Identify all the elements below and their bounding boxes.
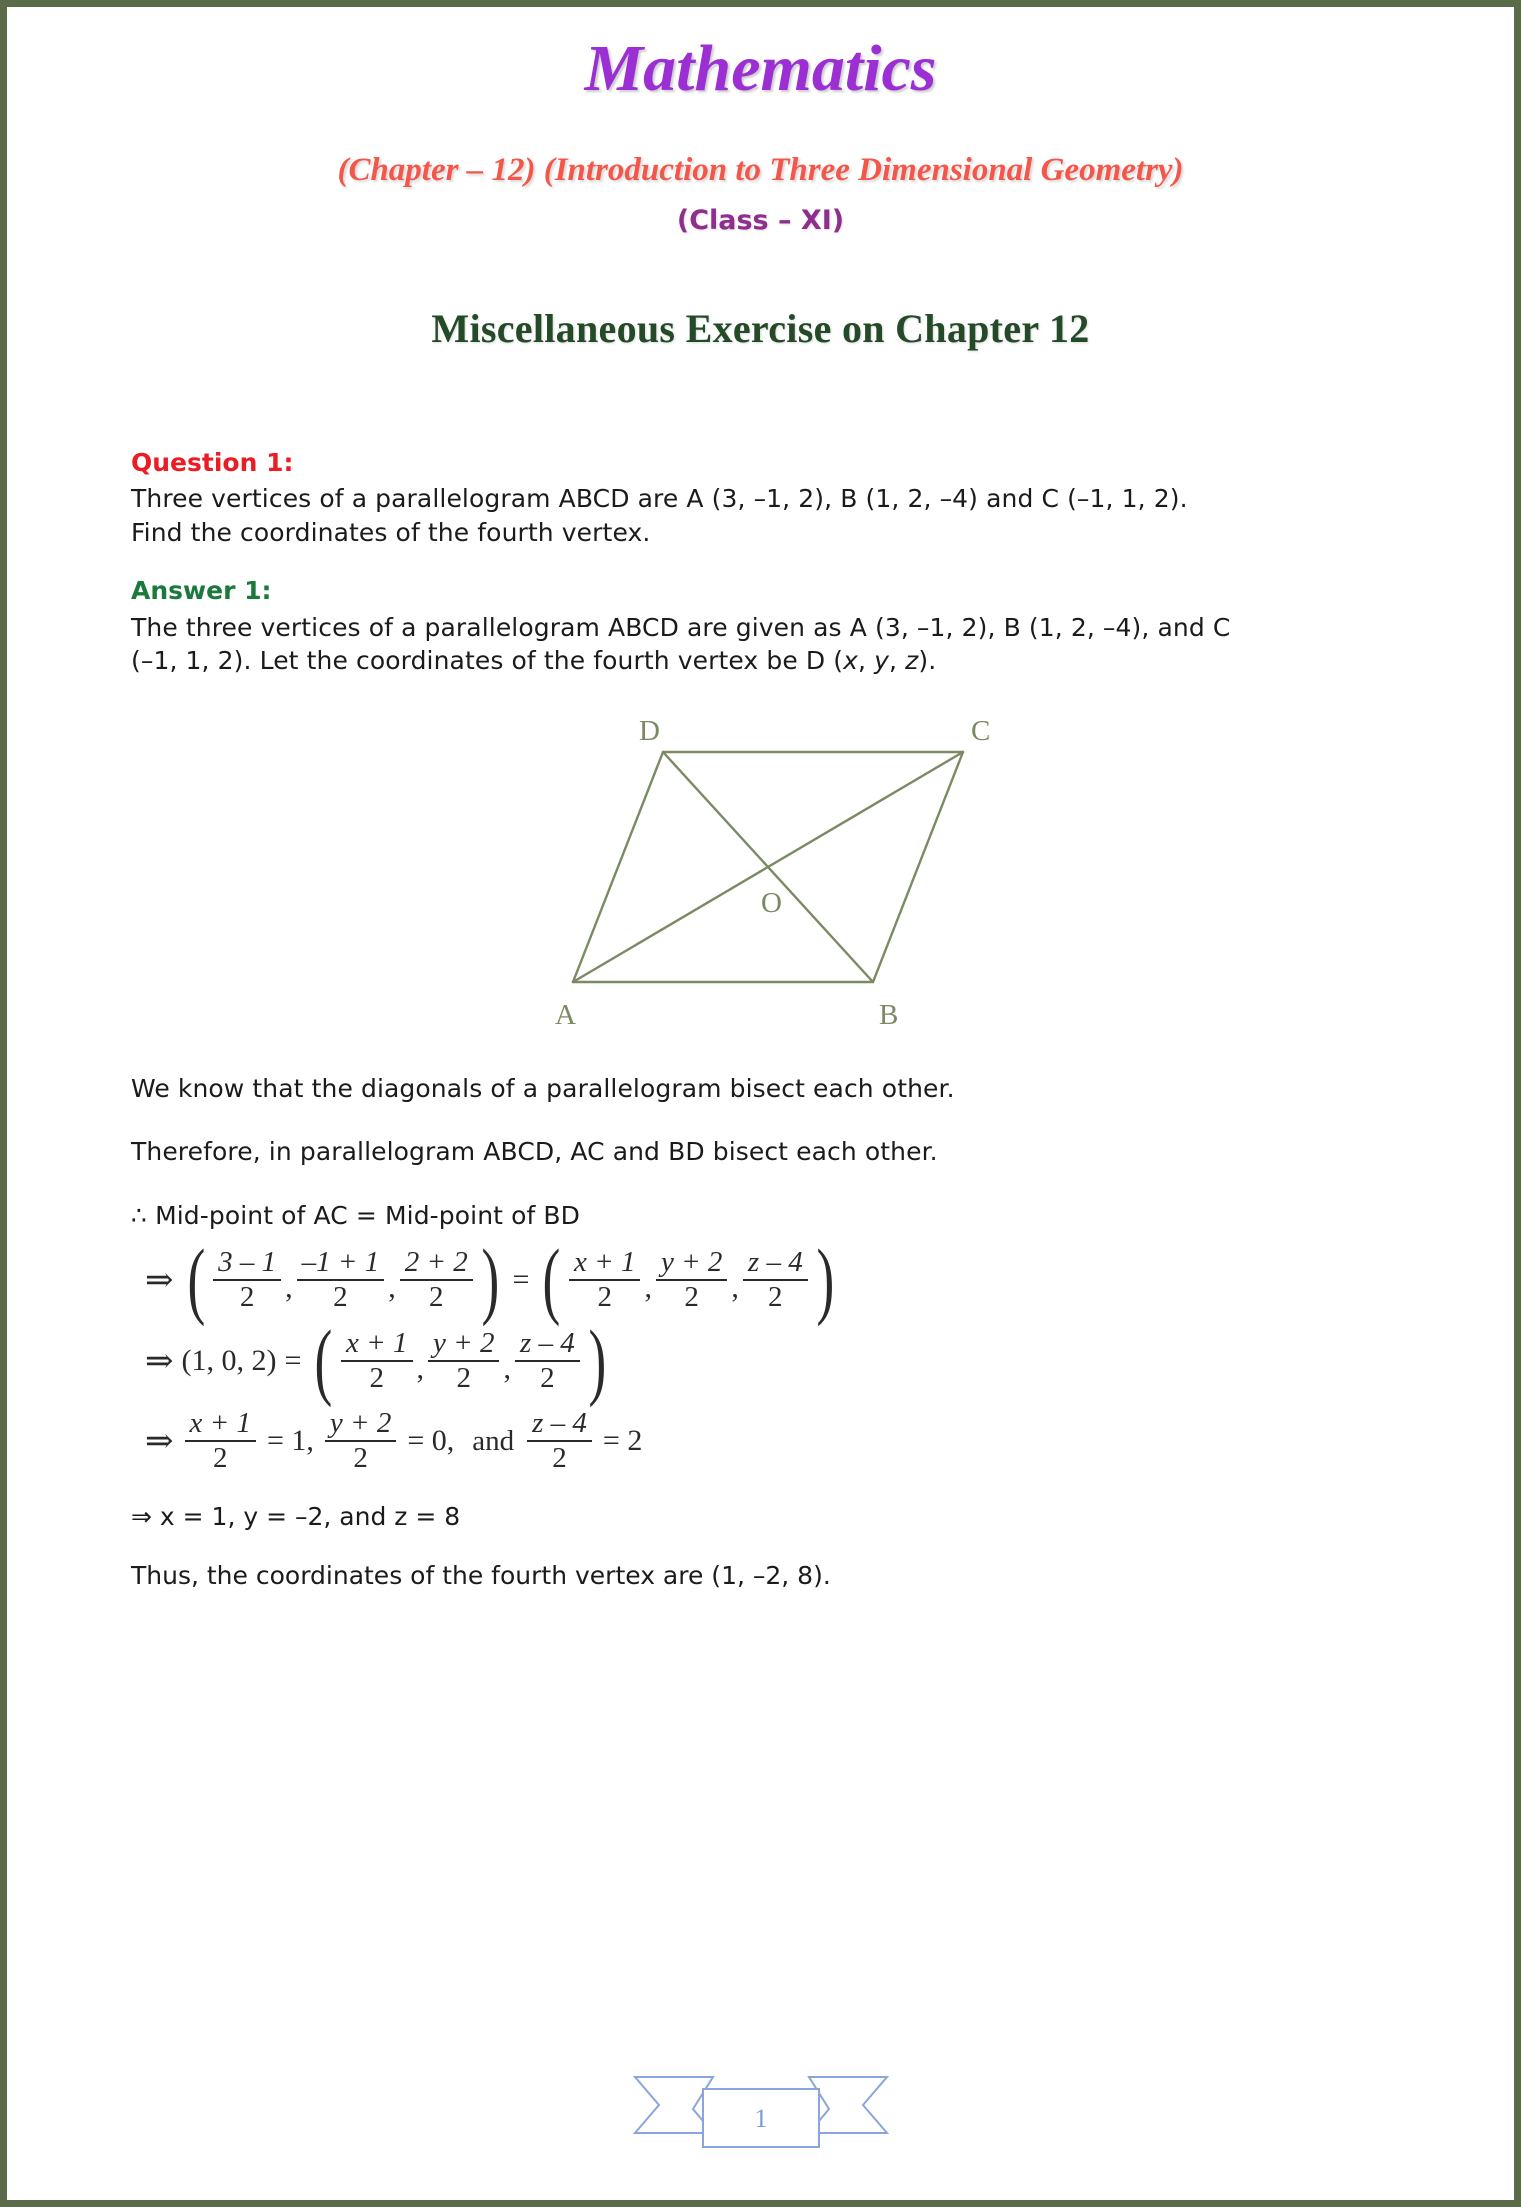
fraction-3-3 bbox=[527, 1408, 592, 1473]
denominator: 2 bbox=[369, 1361, 385, 1394]
answer-intro-suffix: ). bbox=[918, 646, 937, 676]
fraction-rhs-2-2 bbox=[428, 1328, 499, 1393]
content-body bbox=[7, 352, 1514, 1593]
spacer bbox=[131, 549, 1424, 575]
comma: , bbox=[731, 1271, 739, 1305]
denominator: 2 bbox=[540, 1361, 555, 1394]
numerator: x + 1 bbox=[574, 1246, 636, 1279]
denominator: 2 bbox=[684, 1280, 699, 1313]
fraction-rhs-2-1 bbox=[341, 1328, 412, 1393]
numerator: z – 4 bbox=[532, 1407, 587, 1440]
parallelogram-figure bbox=[131, 712, 1424, 1042]
numerator: y + 2 bbox=[329, 1407, 392, 1440]
denominator: 2 bbox=[552, 1442, 567, 1475]
class-subtitle: (Class – XI) bbox=[676, 204, 845, 236]
answer-heading: Answer 1: bbox=[131, 576, 272, 606]
equals-value-3-3: = 2 bbox=[602, 1424, 643, 1458]
fraction-rhs-2-3 bbox=[515, 1328, 580, 1393]
fraction-lhs-1-1 bbox=[213, 1247, 281, 1312]
implies-arrow-1: ⇒ bbox=[145, 1261, 174, 1299]
answer-intro-line-2: (–1, 1, 2). Let the coordinates of the fourth vertex be D (x, y, z). bbox=[131, 646, 937, 676]
answer-intro-prefix: (–1, 1, 2). Let the coordinates of the fourth vertex be D ( bbox=[131, 646, 844, 676]
numerator: x + 1 bbox=[346, 1327, 408, 1360]
vertex-label-o: O bbox=[760, 886, 782, 919]
question-line-1: Three vertices of a parallelogram ABCD are A (3, –1, 2), B (1, 2, –4) and C (–1, 1, 2). bbox=[131, 484, 1188, 514]
numerator: y + 2 bbox=[660, 1246, 723, 1279]
denominator: 2 bbox=[353, 1442, 368, 1475]
answer-statement-3-text: Mid-point of AC = Mid-point of BD bbox=[155, 1200, 581, 1230]
implies-arrow-4: ⇒ bbox=[131, 1501, 152, 1531]
equals-value-3-2: = 0, bbox=[407, 1424, 455, 1458]
fraction-3-1 bbox=[185, 1408, 256, 1473]
fraction-rhs-1-3 bbox=[743, 1247, 808, 1312]
ribbon-banner-icon bbox=[631, 2071, 891, 2166]
page-footer bbox=[7, 2071, 1514, 2166]
equation-line-2 bbox=[131, 1312, 1424, 1409]
exercise-heading: Miscellaneous Exercise on Chapter 12 bbox=[431, 306, 1090, 352]
var-x: x bbox=[843, 646, 859, 676]
answer-statement-2: Therefore, in parallelogram ABCD, AC and BD bisect each other. bbox=[131, 1137, 938, 1167]
denominator: 2 bbox=[597, 1280, 612, 1313]
answer-statement-1: We know that the diagonals of a parallelogram bisect each other. bbox=[131, 1073, 955, 1103]
denominator: 2 bbox=[429, 1280, 444, 1313]
numerator: z – 4 bbox=[519, 1327, 575, 1360]
page-title: Mathematics bbox=[584, 32, 937, 105]
page-number: 1 bbox=[754, 2104, 767, 2133]
var-y: y bbox=[874, 646, 890, 676]
open-paren-rhs-2: ( bbox=[314, 1312, 333, 1409]
answer-conclusion-final: Thus, the coordinates of the fourth vertex are (1, –2, 8). bbox=[131, 1561, 831, 1591]
equals-value-3-1: = 1, bbox=[266, 1424, 314, 1458]
fraction-3-2 bbox=[325, 1408, 396, 1473]
open-paren-lhs-1: ( bbox=[186, 1231, 205, 1328]
equation-line-3 bbox=[131, 1408, 1424, 1473]
vertex-label-a: A bbox=[554, 998, 576, 1031]
implies-arrow-2: ⇒ bbox=[145, 1342, 174, 1380]
numerator: 3 – 1 bbox=[218, 1246, 277, 1279]
comma: , bbox=[503, 1352, 511, 1386]
conclusion-values-text: x = 1, y = –2, and z = 8 bbox=[159, 1501, 461, 1531]
numerator: 2 + 2 bbox=[404, 1246, 468, 1279]
therefore-symbol: ∴ bbox=[131, 1200, 148, 1230]
tuple-1-0-2: (1, 0, 2) bbox=[181, 1343, 277, 1377]
ribbon-right-tail bbox=[809, 2077, 887, 2133]
denominator: 2 bbox=[456, 1361, 471, 1394]
numerator: x + 1 bbox=[189, 1407, 251, 1440]
comma: , bbox=[388, 1271, 396, 1305]
numerator: z – 4 bbox=[747, 1246, 803, 1279]
fraction-lhs-1-2 bbox=[297, 1247, 385, 1312]
close-paren-rhs-1: ) bbox=[816, 1231, 834, 1328]
answer-statement-3 bbox=[131, 1199, 1424, 1233]
diagonal-bd bbox=[663, 752, 873, 982]
equation-line-1 bbox=[131, 1231, 1424, 1328]
vertex-label-c: C bbox=[970, 714, 990, 747]
denominator: 2 bbox=[768, 1280, 783, 1313]
equals-sign-1: = bbox=[512, 1262, 530, 1296]
comma: , bbox=[285, 1271, 293, 1305]
implies-arrow-3: ⇒ bbox=[145, 1423, 174, 1461]
and-joiner: and bbox=[472, 1424, 515, 1457]
denominator: 2 bbox=[239, 1280, 255, 1313]
vertex-label-b: B bbox=[878, 998, 898, 1031]
fraction-lhs-1-3 bbox=[400, 1247, 473, 1312]
fraction-rhs-1-1 bbox=[569, 1247, 640, 1312]
numerator: –1 + 1 bbox=[301, 1246, 380, 1279]
vertex-label-d: D bbox=[638, 714, 660, 747]
answer-intro-line-1: The three vertices of a parallelogram ABCD are given as A (3, –1, 2), B (1, 2, –4), and C bbox=[131, 612, 1231, 642]
comma: , bbox=[416, 1352, 424, 1386]
question-heading: Question 1: bbox=[131, 448, 294, 478]
close-paren-lhs-1: ) bbox=[481, 1231, 499, 1328]
numerator: y + 2 bbox=[433, 1327, 495, 1360]
close-paren-rhs-2: ) bbox=[588, 1312, 606, 1409]
side-bc bbox=[873, 752, 963, 982]
ribbon-left-tail bbox=[635, 2077, 713, 2133]
equals-sign-2: = bbox=[284, 1343, 302, 1377]
question-line-2: Find the coordinates of the fourth vertex. bbox=[131, 517, 651, 547]
var-z: z bbox=[905, 646, 919, 676]
side-da bbox=[573, 752, 663, 982]
page-inner bbox=[7, 7, 1514, 2200]
open-paren-rhs-1: ( bbox=[542, 1231, 561, 1328]
parallelogram-diagram-svg bbox=[543, 712, 1013, 1042]
denominator: 2 bbox=[212, 1442, 228, 1475]
comma: , bbox=[644, 1271, 652, 1305]
denominator: 2 bbox=[333, 1280, 348, 1313]
fraction-rhs-1-2 bbox=[656, 1247, 727, 1312]
chapter-subtitle: (Chapter – 12) (Introduction to Three Dimensional Geometry) bbox=[337, 151, 1184, 188]
answer-conclusion-values bbox=[131, 1500, 1424, 1534]
